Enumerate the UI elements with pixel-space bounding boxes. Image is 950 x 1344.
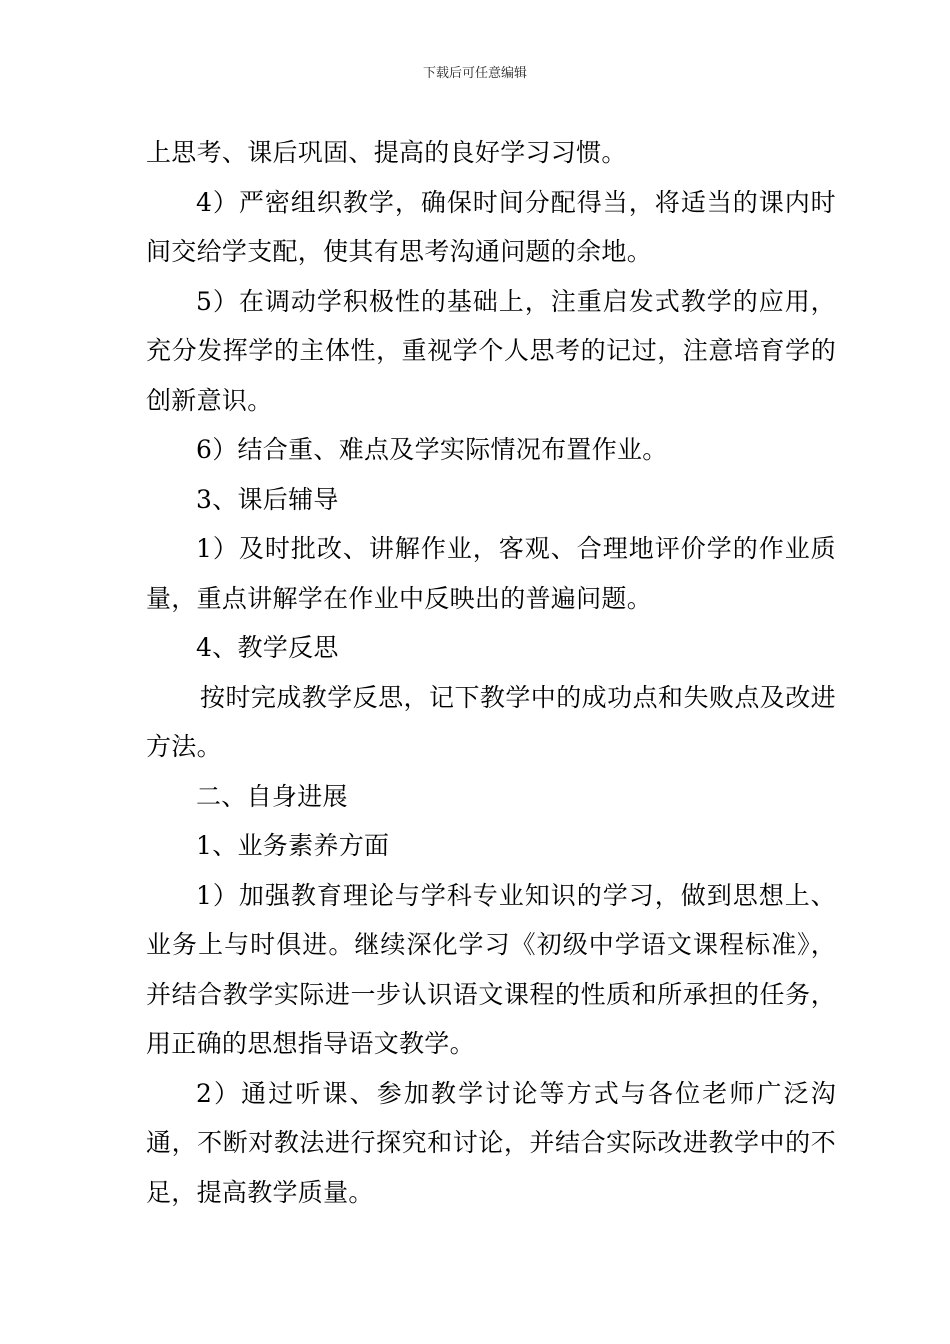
section-heading-after-class-tutoring: 3、课后辅导 bbox=[196, 484, 339, 514]
paragraph-5: 1）及时批改、讲解作业，客观、合理地评价学的作业质量，重点讲解学在作业中反映出的普遍问题。 bbox=[146, 534, 836, 613]
section-heading-teaching-reflection: 4、教学反思 bbox=[196, 633, 339, 662]
paragraph-4: 6）结合重、难点及学实际情况布置作业。 bbox=[196, 435, 668, 464]
paragraph-7: 1）加强教育理论与学科专业知识的学习，做到思想上、业务上与时俱进。继续深化学习《初级中学语文课程标准》，并结合教学实际进一步认识语文课程的性质和所承担的任务，用正确的思想指导语文教学。 bbox=[146, 880, 836, 1058]
paragraph-2: 4）严密组织教学，确保时间分配得当，将适当的课内时间交给学支配，使其有思考沟通问题的余地。 bbox=[146, 187, 836, 266]
document-body bbox=[146, 128, 836, 1217]
paragraph-8: 2）通过听课、参加教学讨论等方式与各位老师广泛沟通，不断对教法进行探究和讨论，并结合实际改进教学中的不足，提高教学质量。 bbox=[146, 1078, 836, 1207]
section-heading-professional-quality: 1、业务素养方面 bbox=[196, 831, 390, 860]
paragraph-6: 按时完成教学反思，记下教学中的成功点和失败点及改进方法。 bbox=[146, 682, 836, 761]
section-heading-self-development: 二、自身进展 bbox=[196, 781, 348, 811]
page-header: 下载后可任意编辑 bbox=[422, 66, 527, 81]
paragraph-1: 上思考、课后巩固、提高的良好学习习惯。 bbox=[146, 138, 627, 167]
paragraph-3: 5）在调动学积极性的基础上，注重启发式教学的应用，充分发挥学的主体性，重视学个人思考的记过，注意培育学的创新意识。 bbox=[146, 286, 836, 415]
